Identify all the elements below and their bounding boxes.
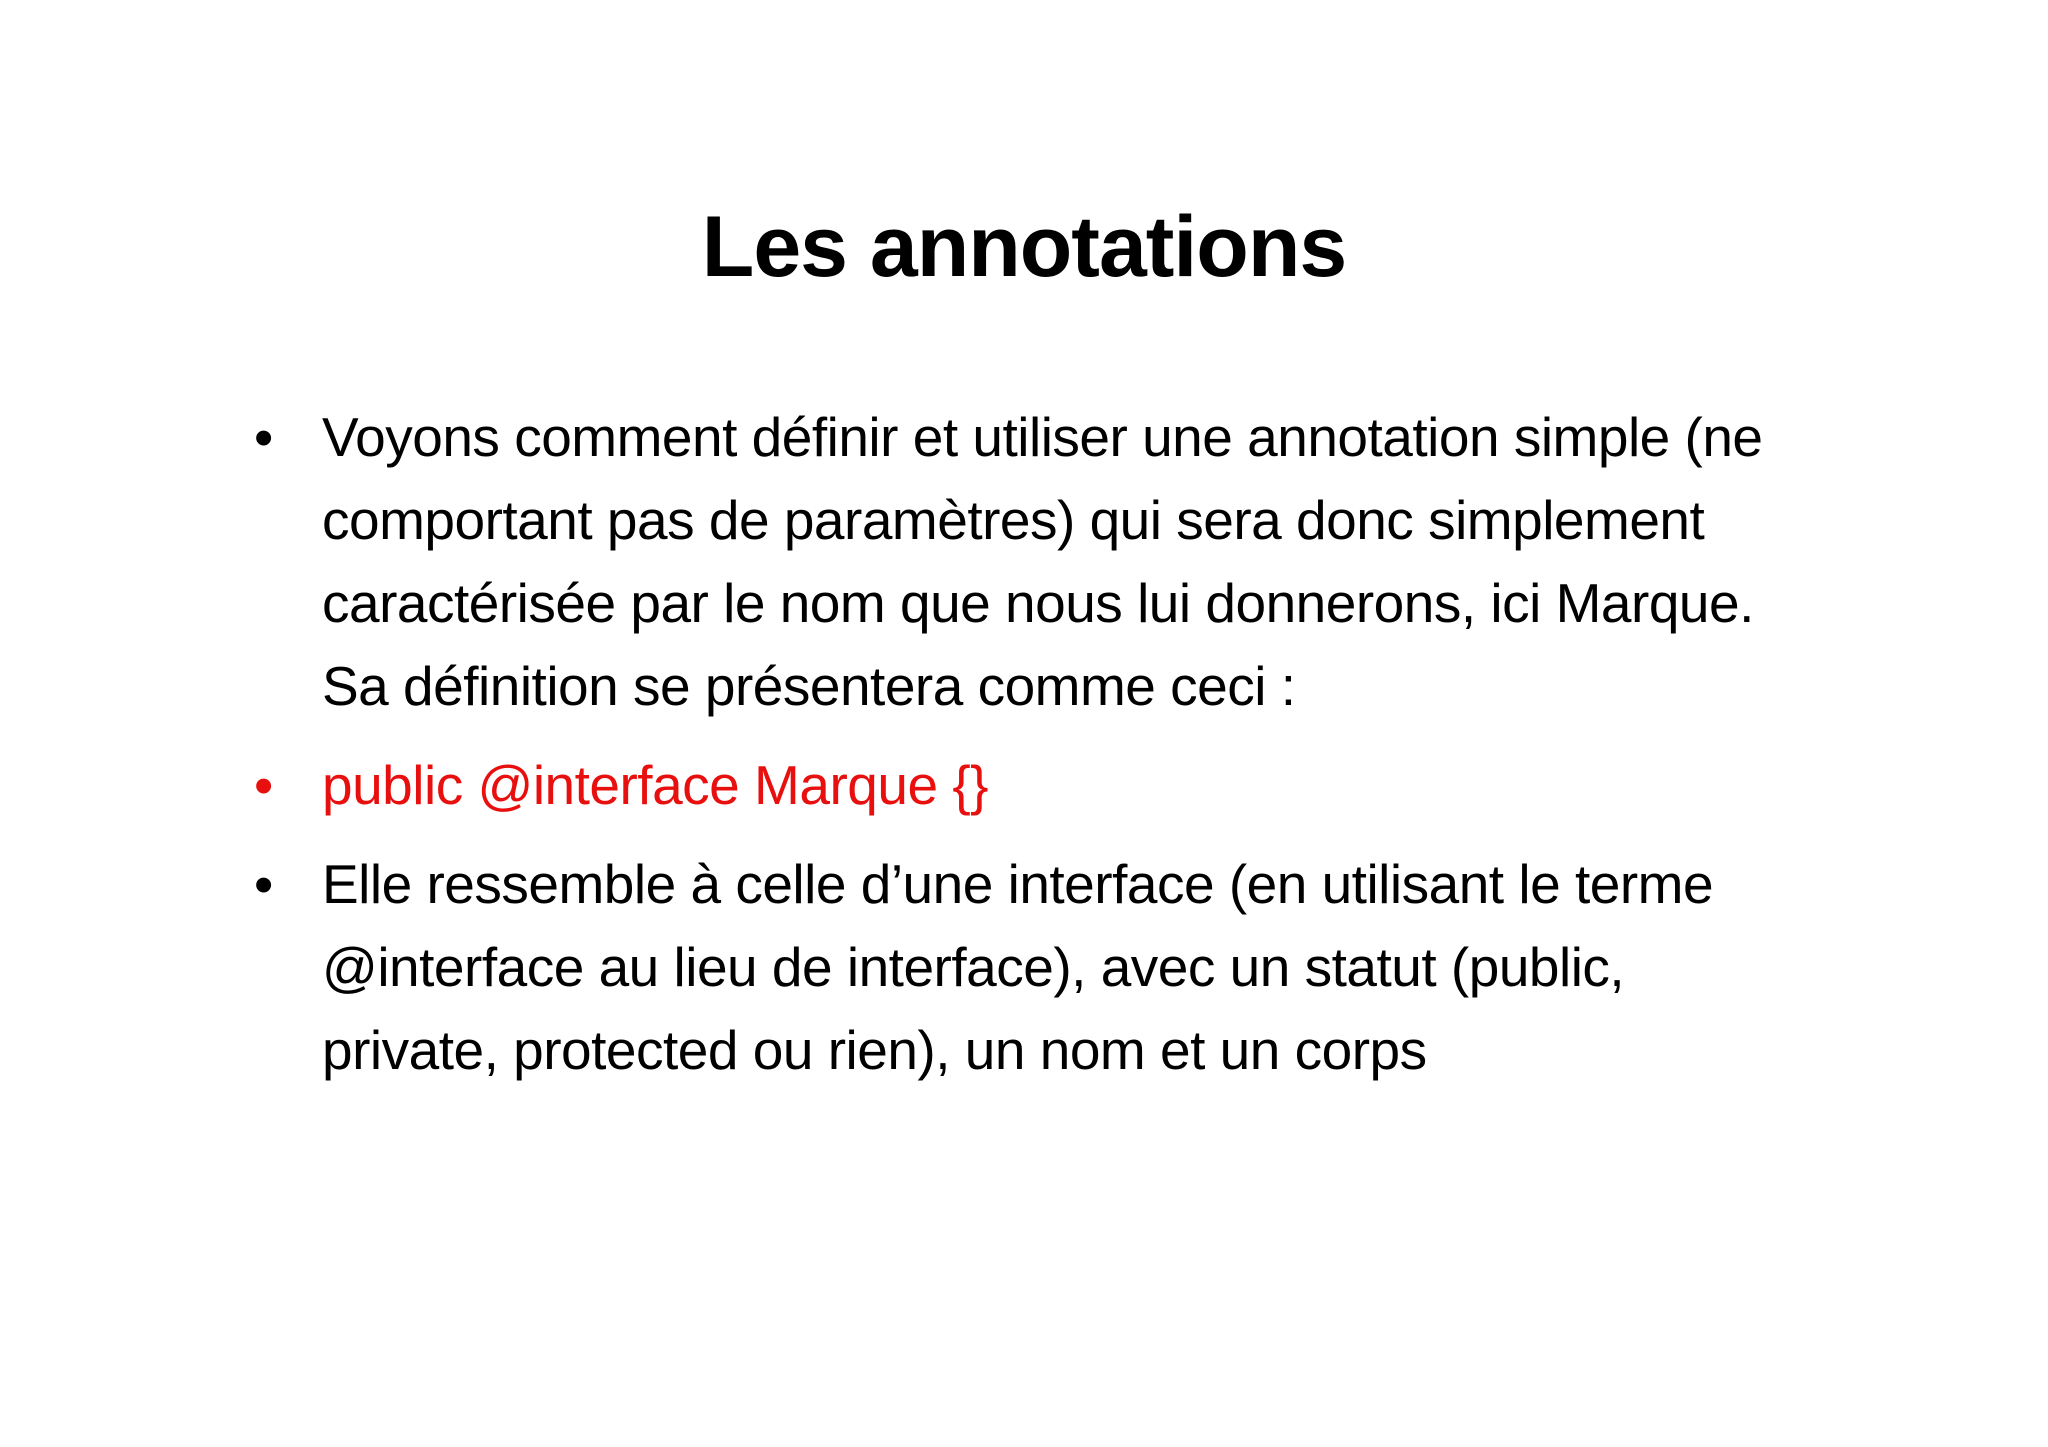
bullet-list [254, 396, 1814, 1108]
bullet-text: Voyons comment définir et utiliser une annotation simple (ne comportant pas de paramètres) qui sera donc simplement caractérisée par le nom que nous lui donnerons, ici Marque. Sa définition se présentera comme ceci : [322, 406, 1763, 717]
bullet-item-definition [254, 396, 1814, 728]
code-snippet: public @interface Marque {} [322, 754, 989, 816]
bullet-marker: • [254, 853, 273, 915]
bullet-marker: • [254, 754, 273, 816]
bullet-item-code [254, 744, 1814, 827]
slide-title: Les annotations [701, 199, 1347, 295]
bullet-text: Elle ressemble à celle d’une interface (en utilisant le terme @interface au lieu de interface), avec un statut (public, private, protected ou rien), un nom et un corps [322, 853, 1714, 1081]
bullet-marker: • [254, 406, 273, 468]
bullet-item-explanation [254, 843, 1814, 1092]
